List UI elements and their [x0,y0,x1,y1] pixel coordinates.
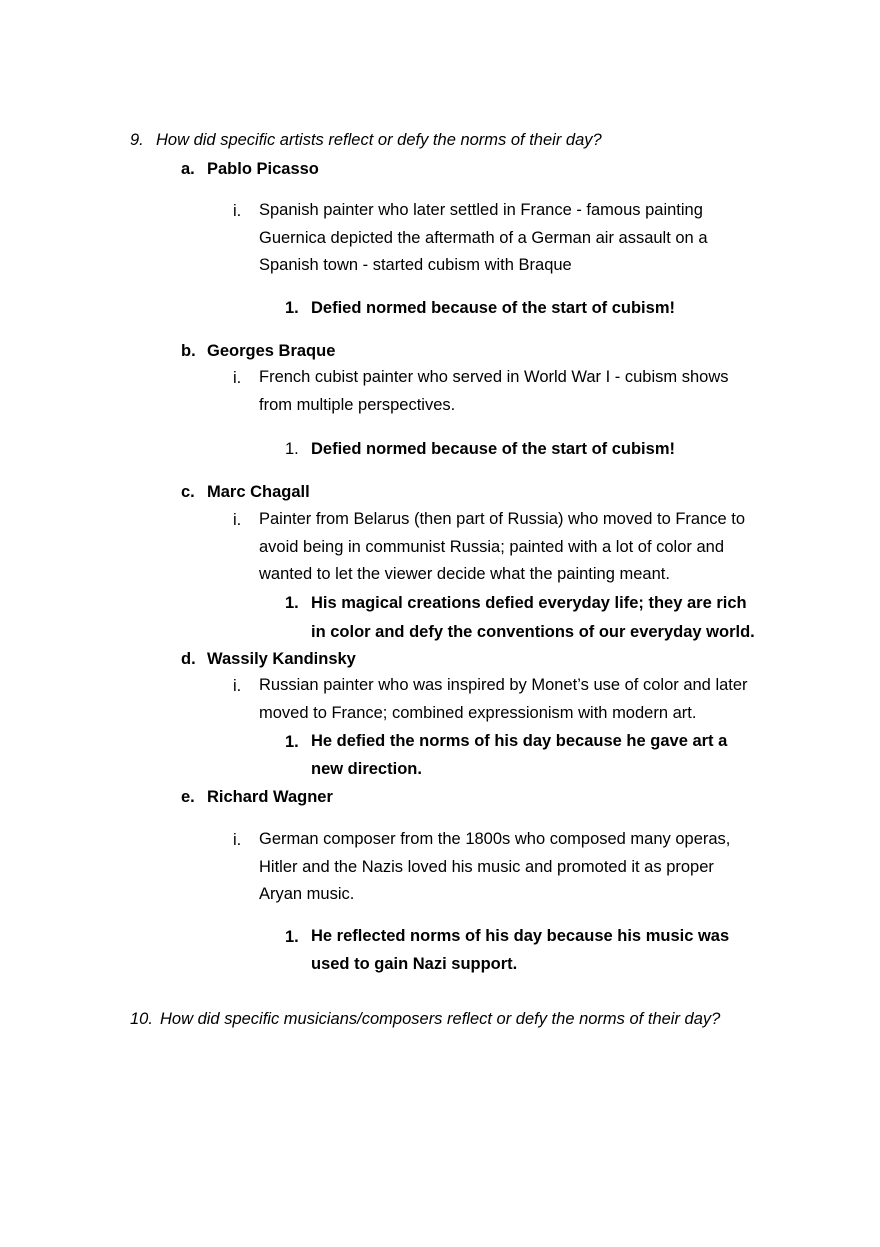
question-9-number: 9. [130,131,144,149]
question-10-text: How did specific musicians/composers reflect or defy the norms of their day? [160,1010,721,1028]
point-text: Defied normed because of the start of cubism! [311,440,675,458]
detail-line: Aryan music. [259,885,355,903]
point-number: 1. [285,594,299,612]
detail-text [259,197,708,280]
artist-letter: b. [181,342,196,360]
point-line: He defied the norms of his day because he gave art a [311,732,728,750]
point-number: 1. [285,928,299,946]
detail-line: wanted to let the viewer decide what the painting meant. [259,565,670,583]
point-text [311,923,729,978]
detail-line: Spanish painter who later settled in France - famous painting [259,201,703,219]
detail-number: i. [233,511,242,529]
point-line: used to gain Nazi support. [311,954,518,973]
point-number: 1. [285,299,299,317]
question-10-number: 10. [130,1010,153,1028]
point-line: His magical creations defied everyday life; they are rich [311,594,747,612]
point-line: He reflected norms of his day because his music was [311,927,730,945]
point-text [311,589,755,646]
detail-number: i. [233,831,242,849]
artist-name: Richard Wagner [207,788,333,806]
detail-number: i. [233,677,242,695]
artist-name: Wassily Kandinsky [207,650,356,668]
detail-line: Hitler and the Nazis loved his music and promoted it as proper [259,857,714,876]
artist-letter: c. [181,483,195,501]
artist-name: Pablo Picasso [207,160,319,178]
artist-name: Georges Braque [207,342,336,360]
detail-number: i. [233,202,242,220]
detail-line: avoid being in communist Russia; painted with a lot of color and [259,537,725,556]
detail-line: Spanish town - started cubism with Braque [259,256,572,274]
point-line: in color and defy the conventions of our everyday world. [311,622,755,641]
detail-line: German composer from the 1800s who composed many operas, [259,830,731,848]
detail-text [259,506,745,589]
point-text: Defied normed because of the start of cubism! [311,299,675,317]
point-text [311,728,727,783]
detail-text [259,672,748,727]
detail-line: French cubist painter who served in World War I - cubism shows [259,368,729,386]
artist-name: Marc Chagall [207,483,310,501]
point-number: 1. [285,733,299,751]
question-9-text: How did specific artists reflect or defy the norms of their day? [156,131,602,149]
artist-letter: e. [181,788,195,806]
artist-letter: d. [181,650,196,668]
artist-letter: a. [181,160,195,178]
point-number: 1. [285,440,299,458]
detail-text [259,826,730,909]
detail-line: Russian painter who was inspired by Monet’s use of color and later [259,676,748,694]
detail-number: i. [233,369,242,387]
detail-text [259,364,729,419]
point-line: new direction. [311,759,422,778]
detail-line: Guernica depicted the aftermath of a German air assault on a [259,228,708,247]
detail-line: Painter from Belarus (then part of Russia) who moved to France to [259,510,746,528]
detail-line: moved to France; combined expressionism with modern art. [259,703,697,722]
detail-line: from multiple perspectives. [259,395,456,414]
